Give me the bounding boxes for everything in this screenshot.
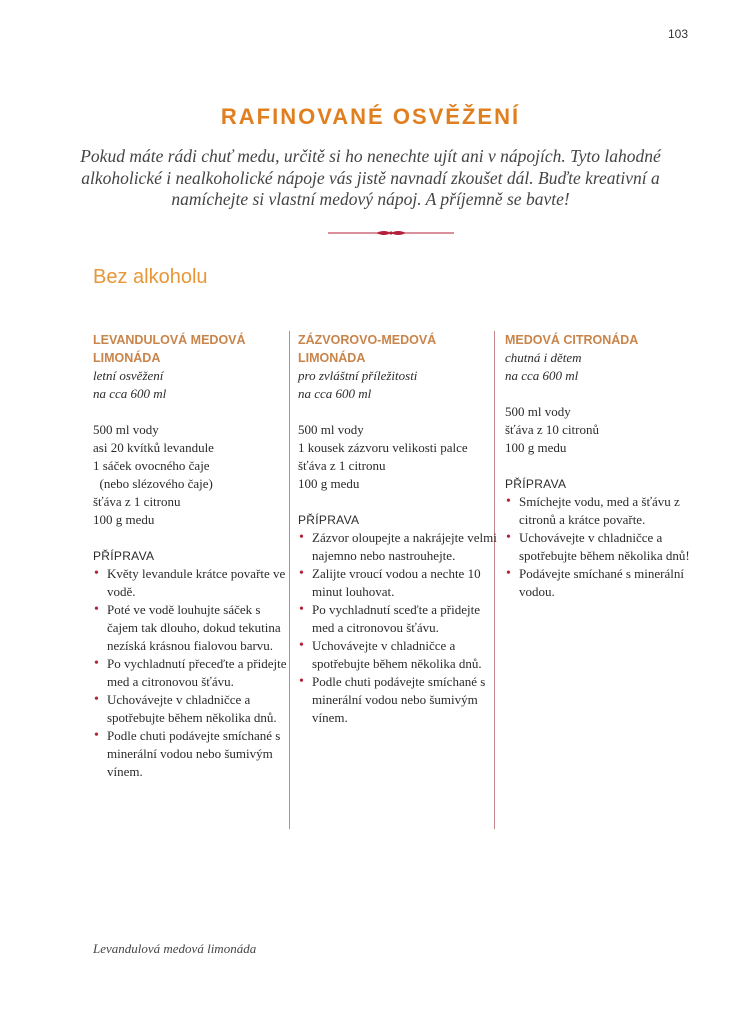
preparation-step: • Poté ve vodě louhujte sáček s čajem tak dlouho, dokud tekutina nezíská krásnou fialovou barvu. [93,601,293,655]
preparation-step: • Zázvor oloupejte a nakrájejte velmi najemno nebo nastrouhejte. [298,529,498,565]
recipe-subtitle: pro zvláštní příležitosti [298,368,418,383]
spacer [298,403,498,421]
recipe-yield: na cca 600 ml [298,386,372,401]
ingredient-item: 100 g medu [505,440,567,455]
recipe-yield: na cca 600 ml [505,368,579,383]
preparation-step: • Květy levandule krátce povařte ve vodě. [93,565,293,601]
preparation-step: • Po vychladnutí přeceďte a přidejte med a citronovou šťávu. [93,655,293,691]
preparation-label: PŘÍPRAVA [93,549,155,563]
preparation-steps [93,565,293,781]
spacer [505,457,705,475]
ingredient-item: 500 ml vody [93,422,159,437]
preparation-step: • Po vychladnutí sceďte a přidejte med a citronovou šťávu. [298,601,498,637]
preparation-step: • Uchovávejte v chladničce a spotřebujte během několika dnů. [93,691,293,727]
preparation-step: • Uchovávejte v chladničce a spotřebujte během několika dnů. [298,637,498,673]
ingredient-item: asi 20 kvítků levandule [93,440,214,455]
spacer [298,493,498,511]
recipe-subtitle: chutná i dětem [505,350,582,365]
page-title: RAFINOVANÉ OSVĚŽENÍ [220,104,521,129]
recipe-subtitle: letní osvěžení [93,368,164,383]
preparation-steps [505,493,705,601]
preparation-label: PŘÍPRAVA [505,477,567,491]
ingredient-item: šťáva z 10 citronů [505,422,599,437]
ingredient-item: šťáva z 1 citronu [298,458,386,473]
preparation-step: • Podle chuti podávejte smíchané s minerální vodou nebo šumivým vínem. [93,727,293,781]
recipe-column [298,331,498,727]
photo-caption: Levandulová medová limonáda [93,941,257,956]
recipe-title: LEVANDULOVÁ MEDOVÁ LIMONÁDA [93,333,246,365]
section-heading: Bez alkoholu [93,266,208,288]
ingredient-item: (nebo slézového čaje) [93,476,213,491]
preparation-step: • Podle chuti podávejte smíchané s minerální vodou nebo šumivým vínem. [298,673,498,727]
intro-paragraph: Pokud máte rádi chuť medu, určitě si ho nenechte ujít ani v nápojích. Tyto lahodné alkoholické i nealkoholické nápoje vás jistě navnadí zkoušet dál. Buďte kreativní a namíchejte si vlastní medový nápoj. A příjemně se bavte! [80,146,661,209]
recipe-title: ZÁZVOROVO-MEDOVÁ LIMONÁDA [298,333,437,365]
ingredient-item: šťáva z 1 citronu [93,494,181,509]
ingredient-item: 1 kousek zázvoru velikosti palce [298,440,468,455]
spacer [93,529,293,547]
preparation-steps [298,529,498,727]
spacer [93,403,293,421]
ornamental-divider [328,228,454,238]
preparation-step: • Zalijte vroucí vodou a nechte 10 minut louhovat. [298,565,498,601]
ingredient-item: 500 ml vody [298,422,364,437]
preparation-label: PŘÍPRAVA [298,513,360,527]
ingredient-item: 500 ml vody [505,404,571,419]
recipe-column [505,331,705,601]
ingredient-item: 100 g medu [93,512,155,527]
preparation-step: • Uchovávejte v chladničce a spotřebujte během několika dnů! [505,529,705,565]
recipe-column [93,331,293,781]
preparation-step: • Smíchejte vodu, med a šťávu z citronů a krátce povařte. [505,493,705,529]
ingredient-item: 100 g medu [298,476,360,491]
preparation-step: • Podávejte smíchané s minerální vodou. [505,565,705,601]
ingredient-list [93,421,293,529]
ingredient-item: 1 sáček ovocného čaje [93,458,210,473]
ingredient-list [505,403,705,457]
recipe-yield: na cca 600 ml [93,386,167,401]
recipe-title: MEDOVÁ CITRONÁDA [505,333,639,347]
ingredient-list [298,421,498,493]
page-number: 103 [667,27,688,41]
spacer [505,385,705,403]
